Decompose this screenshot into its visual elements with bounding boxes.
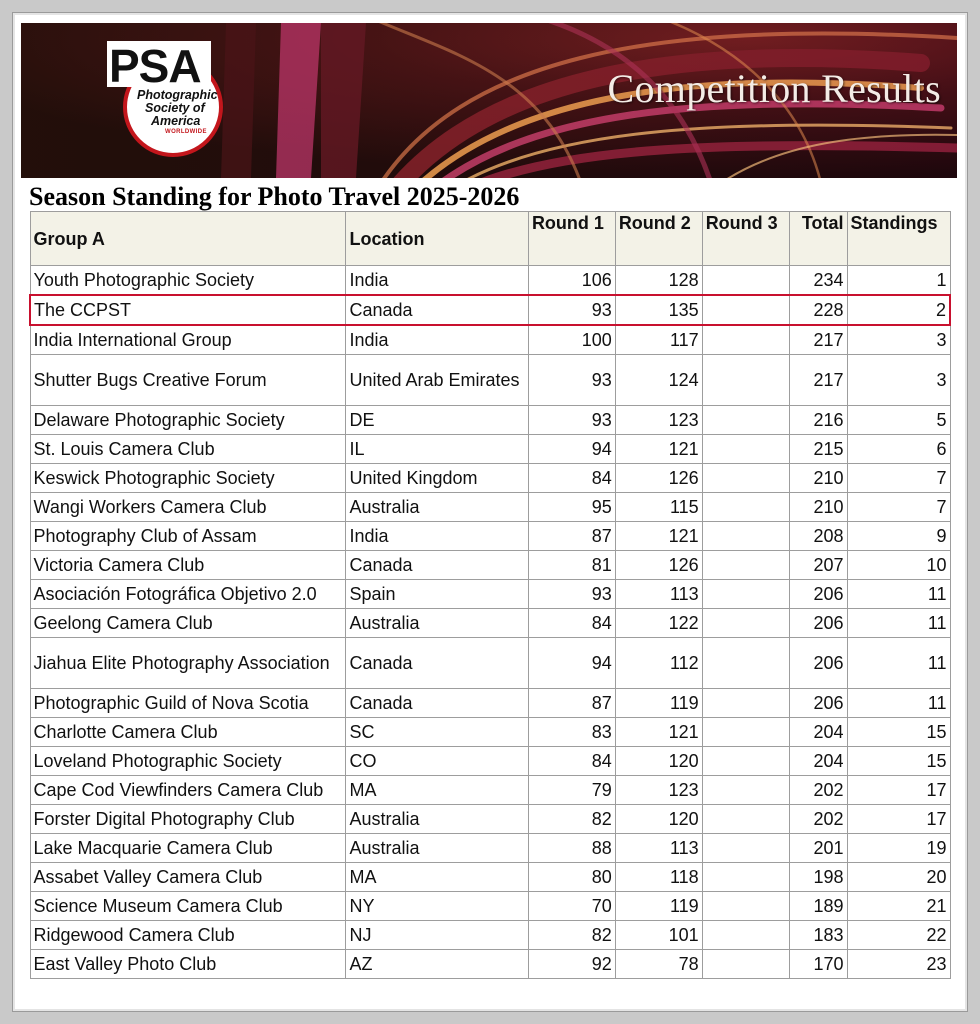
cell-group: Photography Club of Assam [30,522,346,551]
table-row [30,435,950,464]
cell-round-2: 119 [615,689,702,718]
cell-round-2: 78 [615,950,702,979]
cell-standing: 11 [847,689,950,718]
cell-round-2: 101 [615,921,702,950]
cell-round-1: 93 [528,406,615,435]
cell-location: India [346,266,528,296]
cell-round-1: 79 [528,776,615,805]
cell-group: Assabet Valley Camera Club [30,863,346,892]
cell-location: DE [346,406,528,435]
cell-location: Australia [346,805,528,834]
cell-standing: 15 [847,747,950,776]
cell-total: 202 [789,776,847,805]
cell-total: 208 [789,522,847,551]
cell-round-2: 128 [615,266,702,296]
table-row [30,776,950,805]
cell-group: Victoria Camera Club [30,551,346,580]
cell-location: NJ [346,921,528,950]
cell-round-3 [702,266,789,296]
cell-round-3 [702,863,789,892]
cell-total: 198 [789,863,847,892]
cell-group: Loveland Photographic Society [30,747,346,776]
page-title: Season Standing for Photo Travel 2025-2026 [29,182,520,211]
standings-table [29,211,951,979]
cell-round-2: 117 [615,325,702,355]
cell-location: Australia [346,834,528,863]
cell-round-3 [702,551,789,580]
cell-round-1: 84 [528,464,615,493]
cell-round-1: 84 [528,609,615,638]
cell-group: India International Group [30,325,346,355]
cell-standing: 22 [847,921,950,950]
cell-round-1: 93 [528,580,615,609]
content-area [21,23,957,1001]
cell-total: 206 [789,580,847,609]
cell-total: 217 [789,355,847,406]
cell-round-1: 84 [528,747,615,776]
cell-total: 217 [789,325,847,355]
column-header-total: Total [789,212,847,266]
cell-round-2: 120 [615,747,702,776]
cell-group: Jiahua Elite Photography Association [30,638,346,689]
cell-round-2: 113 [615,834,702,863]
cell-round-2: 123 [615,406,702,435]
cell-location: Australia [346,493,528,522]
cell-standing: 21 [847,892,950,921]
table-row [30,493,950,522]
cell-group: East Valley Photo Club [30,950,346,979]
cell-group: Youth Photographic Society [30,266,346,296]
cell-total: 170 [789,950,847,979]
cell-round-2: 120 [615,805,702,834]
cell-total: 201 [789,834,847,863]
cell-round-2: 126 [615,551,702,580]
cell-standing: 2 [847,295,950,325]
table-row [30,580,950,609]
table-row [30,406,950,435]
table-row [30,551,950,580]
cell-total: 189 [789,892,847,921]
logo-line-2: Society of [145,101,205,115]
logo-abbrev: PSA [109,40,201,92]
cell-round-3 [702,493,789,522]
cell-location: CO [346,747,528,776]
cell-round-3 [702,580,789,609]
cell-round-3 [702,747,789,776]
psa-logo [107,37,231,157]
cell-round-3 [702,950,789,979]
cell-total: 216 [789,406,847,435]
cell-round-1: 87 [528,689,615,718]
table-row [30,747,950,776]
cell-standing: 11 [847,638,950,689]
table-row-highlighted [30,295,950,325]
cell-location: United Kingdom [346,464,528,493]
cell-group: Shutter Bugs Creative Forum [30,355,346,406]
column-header-location: Location [346,212,528,266]
cell-round-2: 113 [615,580,702,609]
cell-total: 207 [789,551,847,580]
column-header-standings: Standings [847,212,950,266]
cell-group: Geelong Camera Club [30,609,346,638]
cell-total: 215 [789,435,847,464]
table-row [30,689,950,718]
cell-round-1: 93 [528,295,615,325]
cell-round-3 [702,355,789,406]
cell-round-1: 95 [528,493,615,522]
table-row [30,805,950,834]
cell-location: Canada [346,551,528,580]
banner-title: Competition Results [607,66,941,111]
cell-standing: 11 [847,609,950,638]
cell-total: 204 [789,718,847,747]
table-row [30,355,950,406]
cell-round-2: 126 [615,464,702,493]
cell-round-3 [702,718,789,747]
cell-round-3 [702,435,789,464]
table-row [30,834,950,863]
table-row [30,921,950,950]
cell-round-3 [702,464,789,493]
cell-round-3 [702,325,789,355]
cell-round-3 [702,295,789,325]
cell-group: Photographic Guild of Nova Scotia [30,689,346,718]
cell-standing: 19 [847,834,950,863]
logo-line-3: America [151,114,201,128]
cell-location: India [346,522,528,551]
cell-standing: 17 [847,805,950,834]
cell-standing: 9 [847,522,950,551]
cell-round-1: 80 [528,863,615,892]
cell-standing: 7 [847,493,950,522]
cell-round-1: 83 [528,718,615,747]
cell-round-1: 94 [528,638,615,689]
table-row [30,863,950,892]
cell-round-3 [702,609,789,638]
cell-location: Australia [346,609,528,638]
cell-round-3 [702,776,789,805]
table-row [30,464,950,493]
cell-round-3 [702,522,789,551]
cell-group: Ridgewood Camera Club [30,921,346,950]
table-row [30,718,950,747]
cell-round-3 [702,921,789,950]
table-row [30,266,950,296]
cell-location: NY [346,892,528,921]
cell-group: St. Louis Camera Club [30,435,346,464]
cell-standing: 20 [847,863,950,892]
cell-total: 202 [789,805,847,834]
column-header-round-1: Round 1 [528,212,615,266]
cell-round-2: 135 [615,295,702,325]
cell-total: 210 [789,464,847,493]
cell-round-2: 121 [615,435,702,464]
cell-group: Science Museum Camera Club [30,892,346,921]
cell-group: Lake Macquarie Camera Club [30,834,346,863]
cell-total: 206 [789,689,847,718]
cell-standing: 10 [847,551,950,580]
cell-round-1: 94 [528,435,615,464]
cell-total: 206 [789,638,847,689]
cell-round-2: 119 [615,892,702,921]
cell-group: Charlotte Camera Club [30,718,346,747]
cell-round-3 [702,834,789,863]
cell-location: SC [346,718,528,747]
cell-standing: 23 [847,950,950,979]
cell-total: 228 [789,295,847,325]
logo-tagline: WORLDWIDE [165,129,207,135]
cell-total: 210 [789,493,847,522]
cell-round-3 [702,689,789,718]
cell-round-2: 122 [615,609,702,638]
cell-round-2: 121 [615,522,702,551]
logo-line-1: Photographic [137,88,218,102]
cell-group: The CCPST [30,295,346,325]
cell-round-1: 81 [528,551,615,580]
cell-round-1: 106 [528,266,615,296]
column-header-group: Group A [30,212,346,266]
cell-round-2: 112 [615,638,702,689]
cell-total: 206 [789,609,847,638]
cell-group: Cape Cod Viewfinders Camera Club [30,776,346,805]
cell-group: Keswick Photographic Society [30,464,346,493]
cell-standing: 1 [847,266,950,296]
cell-group: Forster Digital Photography Club [30,805,346,834]
cell-group: Wangi Workers Camera Club [30,493,346,522]
table-row [30,325,950,355]
cell-round-3 [702,406,789,435]
cell-round-3 [702,638,789,689]
cell-round-1: 100 [528,325,615,355]
cell-total: 183 [789,921,847,950]
cell-location: India [346,325,528,355]
cell-standing: 5 [847,406,950,435]
cell-round-2: 123 [615,776,702,805]
cell-round-3 [702,892,789,921]
table-row [30,950,950,979]
cell-round-1: 82 [528,921,615,950]
cell-location: United Arab Emirates [346,355,528,406]
cell-standing: 15 [847,718,950,747]
cell-round-2: 115 [615,493,702,522]
cell-round-2: 124 [615,355,702,406]
cell-round-1: 93 [528,355,615,406]
cell-round-1: 87 [528,522,615,551]
cell-location: Canada [346,689,528,718]
cell-location: MA [346,776,528,805]
cell-location: MA [346,863,528,892]
column-header-round-2: Round 2 [615,212,702,266]
cell-total: 234 [789,266,847,296]
cell-standing: 11 [847,580,950,609]
cell-round-1: 70 [528,892,615,921]
cell-round-1: 92 [528,950,615,979]
cell-standing: 7 [847,464,950,493]
cell-location: Spain [346,580,528,609]
cell-round-1: 82 [528,805,615,834]
cell-standing: 3 [847,355,950,406]
cell-location: Canada [346,638,528,689]
cell-round-3 [702,805,789,834]
cell-location: Canada [346,295,528,325]
cell-round-2: 121 [615,718,702,747]
table-body [30,266,950,979]
cell-round-2: 118 [615,863,702,892]
cell-location: AZ [346,950,528,979]
header-banner [21,23,957,178]
page-frame [12,12,968,1012]
table-row [30,609,950,638]
cell-group: Asociación Fotográfica Objetivo 2.0 [30,580,346,609]
cell-location: IL [346,435,528,464]
table-row [30,638,950,689]
cell-standing: 17 [847,776,950,805]
cell-group: Delaware Photographic Society [30,406,346,435]
cell-standing: 3 [847,325,950,355]
column-header-round-3: Round 3 [702,212,789,266]
cell-round-1: 88 [528,834,615,863]
table-row [30,892,950,921]
cell-total: 204 [789,747,847,776]
table-row [30,522,950,551]
cell-standing: 6 [847,435,950,464]
table-header-row [30,212,950,266]
